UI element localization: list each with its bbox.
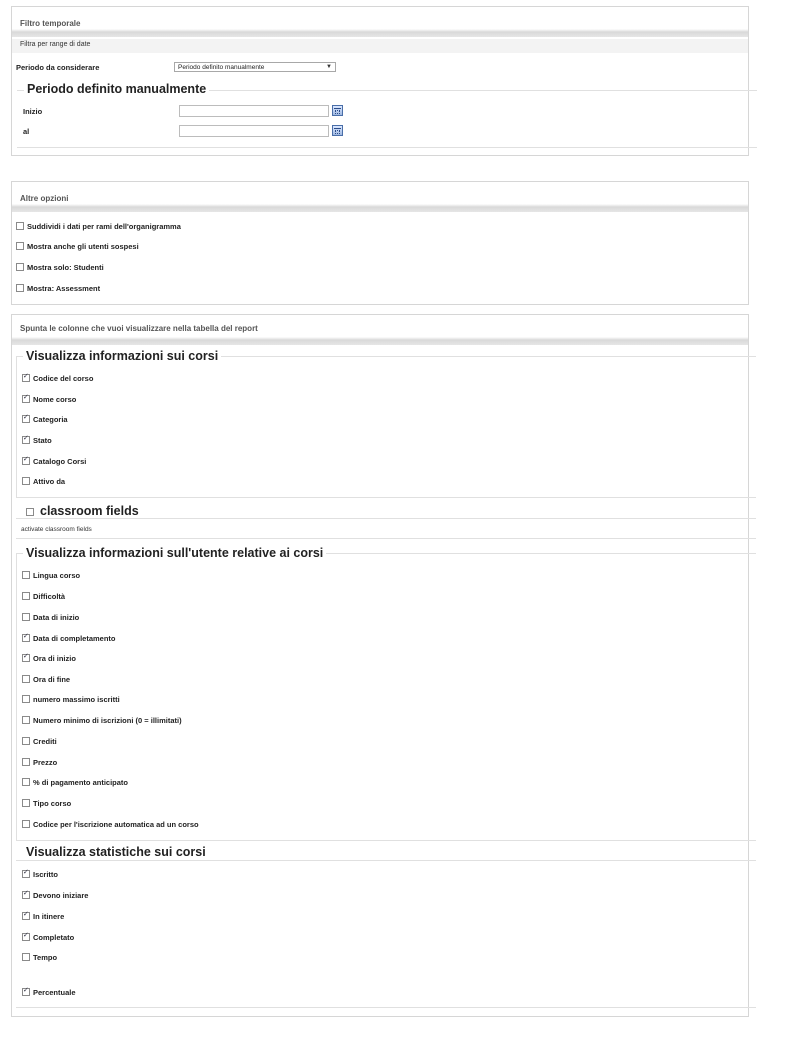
- course-info-item[interactable]: [22, 395, 76, 404]
- item-label: Nome corso: [33, 395, 77, 404]
- checkbox-checked[interactable]: [22, 891, 30, 899]
- option-item[interactable]: [16, 222, 181, 231]
- start-label: Inizio: [23, 107, 43, 116]
- item-label: Attivo da: [33, 477, 66, 486]
- classroom-fields-label: classroom fields: [40, 504, 139, 518]
- checkbox[interactable]: [16, 263, 24, 271]
- classroom-fields-title[interactable]: [23, 504, 142, 518]
- option-label: Mostra anche gli utenti sospesi: [27, 242, 139, 251]
- end-date-input[interactable]: [179, 125, 329, 137]
- checkbox-checked[interactable]: [22, 870, 30, 878]
- course-stats-item[interactable]: [22, 933, 74, 942]
- item-label: Codice del corso: [33, 374, 94, 383]
- user-course-info-title: Visualizza informazioni sull'utente relative ai corsi: [23, 546, 326, 560]
- fieldset-border: [16, 1007, 756, 1008]
- checkbox-checked[interactable]: [22, 415, 30, 423]
- time-filter-header: Filtro temporale: [12, 7, 748, 37]
- course-info-item[interactable]: [22, 415, 68, 424]
- fieldset-border: [16, 518, 756, 519]
- option-label: Mostra solo: Studenti: [27, 263, 104, 272]
- user-course-item[interactable]: [22, 695, 120, 704]
- checkbox[interactable]: [22, 613, 30, 621]
- other-options-header: Altre opzioni: [12, 182, 748, 212]
- manual-period-title: Periodo definito manualmente: [24, 82, 209, 96]
- checkbox[interactable]: [22, 675, 30, 683]
- option-label: Mostra: Assessment: [27, 284, 101, 293]
- item-label: Data di inizio: [33, 613, 80, 622]
- user-course-item[interactable]: [22, 799, 71, 808]
- item-label: Difficoltà: [33, 592, 66, 601]
- user-course-item[interactable]: [22, 613, 79, 622]
- start-date-input[interactable]: [179, 105, 329, 117]
- checkbox-checked[interactable]: [22, 457, 30, 465]
- item-label: Tipo corso: [33, 799, 72, 808]
- checkbox[interactable]: [22, 737, 30, 745]
- checkbox[interactable]: [22, 778, 30, 786]
- course-info-item[interactable]: [22, 457, 86, 466]
- fieldset-border: [16, 356, 17, 497]
- period-select[interactable]: [174, 62, 336, 72]
- checkbox[interactable]: [16, 242, 24, 250]
- item-label: Tempo: [33, 953, 58, 962]
- user-course-item[interactable]: [22, 716, 182, 725]
- checkbox-checked[interactable]: [22, 988, 30, 996]
- item-label: Iscritto: [33, 870, 59, 879]
- checkbox[interactable]: [16, 284, 24, 292]
- columns-panel: [11, 314, 749, 1017]
- item-label: Lingua corso: [33, 571, 81, 580]
- course-stats-item[interactable]: [22, 953, 57, 962]
- checkbox[interactable]: [16, 222, 24, 230]
- item-label: Crediti: [33, 737, 57, 746]
- item-label: Categoria: [33, 415, 68, 424]
- user-course-item[interactable]: [22, 634, 116, 643]
- fieldset-border: [16, 497, 756, 498]
- checkbox-checked[interactable]: [22, 374, 30, 382]
- item-label: Ora di inizio: [33, 654, 76, 663]
- item-label: % di pagamento anticipato: [33, 778, 129, 787]
- checkbox[interactable]: [22, 477, 30, 485]
- user-course-item[interactable]: [22, 737, 57, 746]
- course-info-title: Visualizza informazioni sui corsi: [23, 349, 221, 363]
- course-info-item[interactable]: [22, 374, 93, 383]
- course-info-item[interactable]: [22, 477, 65, 486]
- item-label: Codice per l'iscrizione automatica ad un corso: [33, 820, 199, 829]
- fieldset-border: [16, 860, 756, 861]
- fieldset-border: [16, 553, 17, 840]
- checkbox-checked[interactable]: [22, 395, 30, 403]
- user-course-item[interactable]: [22, 758, 57, 767]
- end-label: al: [23, 127, 30, 136]
- option-item[interactable]: [16, 284, 100, 293]
- checkbox[interactable]: [22, 799, 30, 807]
- checkbox[interactable]: [22, 571, 30, 579]
- course-stats-item[interactable]: [22, 988, 76, 997]
- checkbox-checked[interactable]: [22, 634, 30, 642]
- period-select-value: Periodo definito manualmente: [178, 64, 265, 71]
- course-stats-title: Visualizza statistiche sui corsi: [23, 845, 209, 859]
- item-label: Data di completamento: [33, 634, 116, 643]
- checkbox-checked[interactable]: [22, 933, 30, 941]
- calendar-icon[interactable]: [332, 125, 343, 136]
- chevron-down-icon: ▼: [326, 64, 332, 70]
- fieldset-border: [16, 538, 756, 539]
- user-course-item[interactable]: [22, 820, 199, 829]
- option-item[interactable]: [16, 263, 104, 272]
- item-label: Prezzo: [33, 758, 58, 767]
- checkbox[interactable]: [22, 716, 30, 724]
- item-label: numero massimo iscritti: [33, 695, 120, 704]
- columns-header: Spunta le colonne che vuoi visualizzare nella tabella del report: [12, 315, 748, 345]
- user-course-item[interactable]: [22, 592, 65, 601]
- classroom-fields-text: activate classroom fields: [21, 526, 92, 533]
- course-stats-item[interactable]: [22, 891, 88, 900]
- checkbox[interactable]: [26, 508, 34, 516]
- checkbox[interactable]: [22, 953, 30, 961]
- course-stats-item[interactable]: [22, 870, 58, 879]
- checkbox[interactable]: [22, 592, 30, 600]
- checkbox[interactable]: [22, 820, 30, 828]
- item-label: Stato: [33, 436, 52, 445]
- item-label: Catalogo Corsi: [33, 457, 87, 466]
- option-item[interactable]: [16, 242, 139, 251]
- checkbox[interactable]: [22, 695, 30, 703]
- user-course-item[interactable]: [22, 571, 80, 580]
- item-label: Numero minimo di iscrizioni (0 = illimitati): [33, 716, 182, 725]
- course-info-item[interactable]: [22, 436, 52, 445]
- item-label: Ora di fine: [33, 675, 71, 684]
- user-course-item[interactable]: [22, 654, 76, 663]
- course-stats-item[interactable]: [22, 912, 64, 921]
- checkbox-checked[interactable]: [22, 654, 30, 662]
- item-label: In itinere: [33, 912, 65, 921]
- other-options-panel: [11, 181, 749, 305]
- fieldset-border: [16, 840, 756, 841]
- calendar-icon[interactable]: [332, 105, 343, 116]
- item-label: Percentuale: [33, 988, 76, 997]
- user-course-item[interactable]: [22, 675, 70, 684]
- time-filter-subheader: Filtra per range di date: [12, 39, 748, 53]
- item-label: Completato: [33, 933, 75, 942]
- checkbox[interactable]: [22, 758, 30, 766]
- checkbox-checked[interactable]: [22, 436, 30, 444]
- fieldset-border: [17, 147, 757, 148]
- period-label: Periodo da considerare: [16, 63, 100, 72]
- user-course-item[interactable]: [22, 778, 128, 787]
- checkbox-checked[interactable]: [22, 912, 30, 920]
- option-label: Suddividi i dati per rami dell'organigramma: [27, 222, 181, 231]
- item-label: Devono iniziare: [33, 891, 89, 900]
- time-filter-panel: [11, 6, 749, 156]
